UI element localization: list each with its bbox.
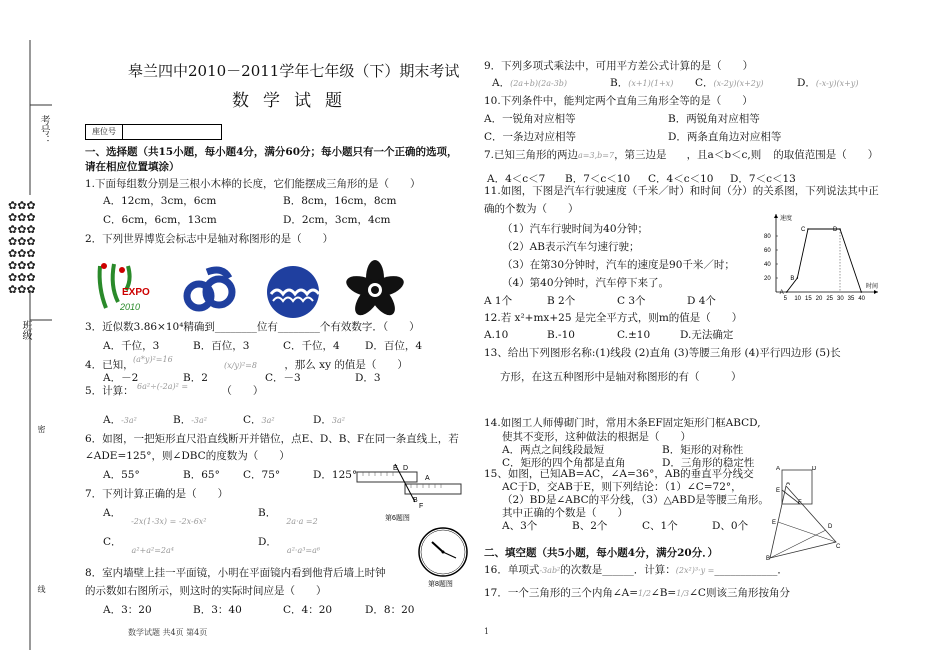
expo-logo-c (265, 264, 321, 320)
seat-label: 座位号 (86, 125, 123, 139)
question-15: 15、如图，已知AB=AC，∠A=36°，AB的垂直平分线交 (484, 468, 754, 480)
data-point (807, 228, 809, 230)
svg-text:E: E (393, 465, 398, 472)
q4-option-d[interactable]: D．3 (355, 372, 381, 384)
x-axis-arrow (874, 290, 878, 294)
q3-option-d[interactable]: D．百位，4 (365, 340, 423, 352)
svg-text:A: A (425, 475, 430, 482)
q12-option-c[interactable]: C.±10 (617, 329, 651, 341)
svg-text:2010: 2010 (120, 302, 141, 312)
question-8: 8．室内墙壁上挂一平面镜，小明在平面镜内看到他背后墙上时钟 (85, 567, 386, 579)
q6-option-b[interactable]: B．65° (183, 469, 220, 481)
q12-option-d[interactable]: D.无法确定 (680, 329, 734, 341)
q14-option-a[interactable]: A．两点之间线段最短 (502, 444, 605, 456)
question-13-cont: 方形，在这五种图形中是轴对称图形的有（ ） (500, 371, 742, 383)
x-tick-label: 25 (826, 296, 834, 302)
question-7b: 7.已知三角形的两边a=3,b=7，第三边是 ，且a＜b＜c,则 的取值范围是（ ） (484, 149, 879, 161)
question-14-cont: 使其不变形，这种做法的根据是（ ） (502, 431, 691, 443)
point-label: C (801, 227, 806, 233)
section2-heading: 二、填空题（共5小题，每小题4分，满分20分．） (484, 547, 718, 559)
x-tick-label: 40 (858, 296, 866, 302)
q7b-option-a[interactable]: A．4＜c＜7 (487, 173, 546, 185)
q5-option-a[interactable]: A．-3a² (103, 414, 137, 426)
question-11: 11.如图，下图是汽车行驶速度（千米／时）和时间（分）的关系图，下列说法其中正 (484, 185, 879, 197)
y-tick-label: 60 (764, 248, 771, 254)
x-tick-label: 15 (805, 296, 812, 302)
expo-logo-d (345, 260, 405, 320)
data-point (786, 291, 788, 293)
y-axis-label: 速度 (780, 216, 793, 222)
q10-option-c[interactable]: C．一条边对应相等 (484, 131, 577, 143)
left-footer: 数学试题 共4页 第4页 (128, 628, 208, 637)
q11-statement-2: （2）AB表示汽车匀速行驶； (502, 241, 640, 253)
q8-option-c[interactable]: C．4：20 (283, 604, 333, 616)
q8-option-d[interactable]: D．8：20 (365, 604, 415, 616)
exam-subtitle: 数学试题 (232, 91, 356, 111)
data-point (797, 277, 799, 279)
q14-option-b[interactable]: B．矩形的对称性 (662, 444, 744, 456)
chart-marks (780, 227, 862, 296)
y-tick-label: 80 (764, 234, 771, 240)
question-3: 3．近似数3.86×10⁴精确到________位有________个有效数字．（ ） (85, 321, 420, 333)
q4-option-b[interactable]: B．2 (183, 372, 208, 384)
point-label: A (779, 290, 784, 296)
q5-option-c[interactable]: C．3a² (243, 414, 275, 426)
q8-option-a[interactable]: A．3：20 (103, 604, 152, 616)
clock-figure (416, 526, 472, 588)
q9-option-c[interactable]: C．(x-2y)(x+2y) (695, 77, 764, 89)
q4-expr-2: (x/y)²=8 (224, 361, 257, 370)
svg-text:F: F (798, 500, 802, 506)
speed-time-chart (760, 212, 885, 304)
q6-option-c[interactable]: C．75° (243, 469, 281, 481)
y-tick-label: 40 (764, 262, 771, 268)
question-13: 13、给出下列图形名称:(1)线段 (2)直角 (3)等腰三角形 (4)平行四边形 (5)长 (484, 347, 841, 359)
question-2: 2．下列世界博览会标志中是轴对称图形的是（ ） (85, 233, 334, 245)
x-tick-label: 10 (794, 296, 802, 302)
q11-option-b[interactable]: B 2个 (547, 295, 576, 307)
section1-heading: 一、选择题（共15小题，每小题4分，满分60分；每小题只有一个正确的选项， (85, 146, 458, 158)
q7b-option-b[interactable]: B．7＜c＜10 (565, 173, 631, 185)
x-tick-label: 30 (837, 296, 844, 302)
q3-option-a[interactable]: A．千位，3 (103, 340, 160, 352)
question-6: 6．如图，一把矩形直尺沿直线断开并错位，点E、D、B、F在同一条直线上，若 (85, 433, 459, 445)
question-15-b: AC于D，交AB于E，则下列结论：（1）∠C=72°， (502, 481, 742, 493)
svg-text:E: E (776, 488, 781, 494)
q1-option-b[interactable]: B．8cm，16cm，8cm (283, 195, 397, 207)
q7b-option-d[interactable]: D．7＜c＜13 (730, 173, 796, 185)
q7-option-a[interactable]: A．$_{-2x(1-3x) = -2x-6x^2}$ (103, 507, 207, 526)
class-label: 班级 (20, 320, 31, 340)
seal-mark: 密 (37, 425, 46, 433)
q12-option-b[interactable]: B.-10 (547, 329, 575, 341)
q1-option-a[interactable]: A．12cm，3cm，6cm (103, 195, 217, 207)
q15-option-d[interactable]: D、0个 (712, 520, 749, 532)
svg-text:D: D (403, 465, 409, 472)
q7b-option-c[interactable]: C．4＜c＜10 (648, 173, 714, 185)
svg-text:E: E (772, 520, 777, 526)
q10-option-d[interactable]: D．两条直角边对应相等 (668, 131, 782, 143)
question-1: 1.下面每组数分别是三根小木棒的长度，它们能摆成三角形的是（ ） (85, 178, 421, 190)
svg-text:C: C (836, 544, 841, 550)
q15-option-c[interactable]: C、1个 (642, 520, 678, 532)
ruler-figure (355, 462, 465, 522)
q12-option-a[interactable]: A.10 (484, 329, 509, 341)
x-tick-label: 35 (847, 296, 855, 302)
q14-option-d[interactable]: D．三角形的稳定性 (662, 457, 755, 469)
question-12: 12.若 x²+mx+25 是完全平方式，则m的值是（ ） (484, 312, 743, 324)
question-11-cont: 确的个数为（ ） (484, 203, 579, 215)
q11-statement-3: （3）在第30分钟时，汽车的速度是90千米／时； (502, 259, 735, 271)
y-tick-label: 20 (764, 276, 771, 282)
q10-option-a[interactable]: A．一锐角对应相等 (484, 113, 576, 125)
svg-text:A: A (786, 482, 791, 487)
q4-option-a[interactable]: A．－2 (103, 372, 139, 384)
q11-statement-1: （1）汽车行驶时间为40分钟； (502, 223, 649, 235)
question-5 (85, 384, 263, 399)
triangle-figure (766, 482, 846, 562)
q4-tail: ，那么 xy 的值是（ ） (284, 359, 408, 371)
q9-option-a[interactable]: A．(2a+b)(2a-3b) (492, 77, 568, 89)
question-8-cont: 的示数如右图所示，则这时的实际时间应是（ ） (85, 585, 327, 597)
question-7: 7．下列计算正确的是（ ） (85, 488, 229, 500)
question-15-c: （2）BD是∠ABC的平分线，（3）△ABD是等腰三角形。 (502, 494, 769, 506)
right-footer: 1 (484, 627, 490, 636)
question-17: 17．一个三角形的三个内角∠A=1/2∠B=1/3∠C则该三角形按角分 (484, 587, 790, 599)
clock-caption: 第8题图 (428, 581, 453, 588)
q3-option-b[interactable]: B．百位，3 (193, 340, 250, 352)
q11-option-c[interactable]: C 3个 (617, 295, 646, 307)
svg-text:D: D (828, 524, 833, 530)
q7-option-c[interactable]: C．$_{a^2+a^2=2a^4}$ (103, 536, 174, 555)
q1-option-c[interactable]: C．6cm，6cm，13cm (103, 214, 217, 226)
q5-expr: 6a²÷(-2a)² = (137, 382, 189, 391)
x-tick-label: 5 (783, 296, 788, 302)
q1-option-d[interactable]: D．2cm，3cm，4cm (283, 214, 391, 226)
q11-option-a[interactable]: A 1个 (484, 295, 513, 307)
section1-heading-cont: 请在相应位置填涂） (85, 161, 180, 173)
y-axis-arrow (774, 214, 778, 218)
q11-statement-4: （4）第40分钟时，汽车停下来了。 (502, 277, 670, 289)
q6-option-d[interactable]: D．125° (313, 469, 358, 481)
svg-text:A: A (776, 466, 781, 472)
q7-option-b[interactable]: B．$_{2a\cdot a =2}$ (258, 507, 318, 526)
q15-option-b[interactable]: B、2个 (572, 520, 608, 532)
q8-option-b[interactable]: B．3：40 (193, 604, 242, 616)
svg-text:F: F (419, 503, 424, 510)
data-point (861, 291, 863, 293)
q5-option-d[interactable]: D．3a² (313, 414, 345, 426)
chart-axes (764, 214, 878, 302)
q5-lead: 5．计算： (85, 385, 134, 397)
line-mark: 线 (37, 585, 46, 593)
x-tick-label: 20 (815, 296, 823, 302)
question-14: 14.如图工人师傅砌门时，常用木条EF固定矩形门框ABCD, (484, 417, 761, 429)
q4-option-c[interactable]: C．－3 (265, 372, 301, 384)
expo-logo-a (92, 258, 167, 318)
question-15-d: 其中正确的个数是（ ） (502, 507, 628, 519)
exam-title: 皋兰四中2010－2011学年七年级（下）期末考试 (128, 62, 460, 80)
x-axis-label: 时间 (866, 284, 879, 290)
q6-option-a[interactable]: A．55° (103, 469, 140, 481)
point-label: D (833, 227, 838, 233)
q4-expr-1: (a*y)²=16 (133, 355, 173, 364)
q9-option-d[interactable]: D．(-x-y)(x+y) (797, 77, 859, 89)
q9-option-b[interactable]: B．(x+1)(1+x) (610, 77, 674, 89)
q5-tail: （ ） (221, 385, 264, 397)
q11-option-d[interactable]: D 4个 (687, 295, 716, 307)
question-10: 10.下列条件中，能判定两个直角三角形全等的是（ ） (484, 95, 753, 107)
expo-text: EXPO (122, 287, 150, 298)
point-label: B (790, 276, 795, 282)
question-6-cont: ∠ADE=125°，则∠DBC的度数为（ ） (85, 450, 290, 462)
q10-option-b[interactable]: B．两锐角对应相等 (668, 113, 760, 125)
exam-number-label: 考号： (38, 115, 49, 145)
q3-option-c[interactable]: C．千位，4 (283, 340, 340, 352)
svg-text:B: B (413, 497, 418, 504)
q4-lead: 4．已知， (85, 359, 134, 371)
seat-input[interactable] (123, 125, 221, 139)
expo-logo-b (183, 262, 238, 317)
q7-option-d[interactable]: D．$_{a^2\cdot a^3=a^6}$ (258, 536, 321, 555)
speed-line (787, 229, 862, 292)
ruler-caption: 第6题图 (385, 515, 410, 522)
q15-option-a[interactable]: A、3个 (502, 520, 538, 532)
q14-option-c[interactable]: C．矩形的四个角都是直角 (502, 457, 626, 469)
svg-text:B: B (766, 556, 771, 562)
question-16: 16．单项式-3ab²的次数是______．计算：(2x²)³·y =____________． (484, 564, 788, 576)
svg-text:D: D (812, 466, 817, 472)
q5-option-b[interactable]: B．-3a² (173, 414, 207, 426)
question-9: 9．下列多项式乘法中，可用平方差公式计算的是（ ） (484, 60, 754, 72)
decorative-flower-border: ✿✿✿ ✿✿✿ ✿✿✿ ✿✿✿ ✿✿✿ ✿✿✿ ✿✿✿ ✿✿✿ (8, 199, 36, 296)
seat-number-box (85, 124, 222, 140)
